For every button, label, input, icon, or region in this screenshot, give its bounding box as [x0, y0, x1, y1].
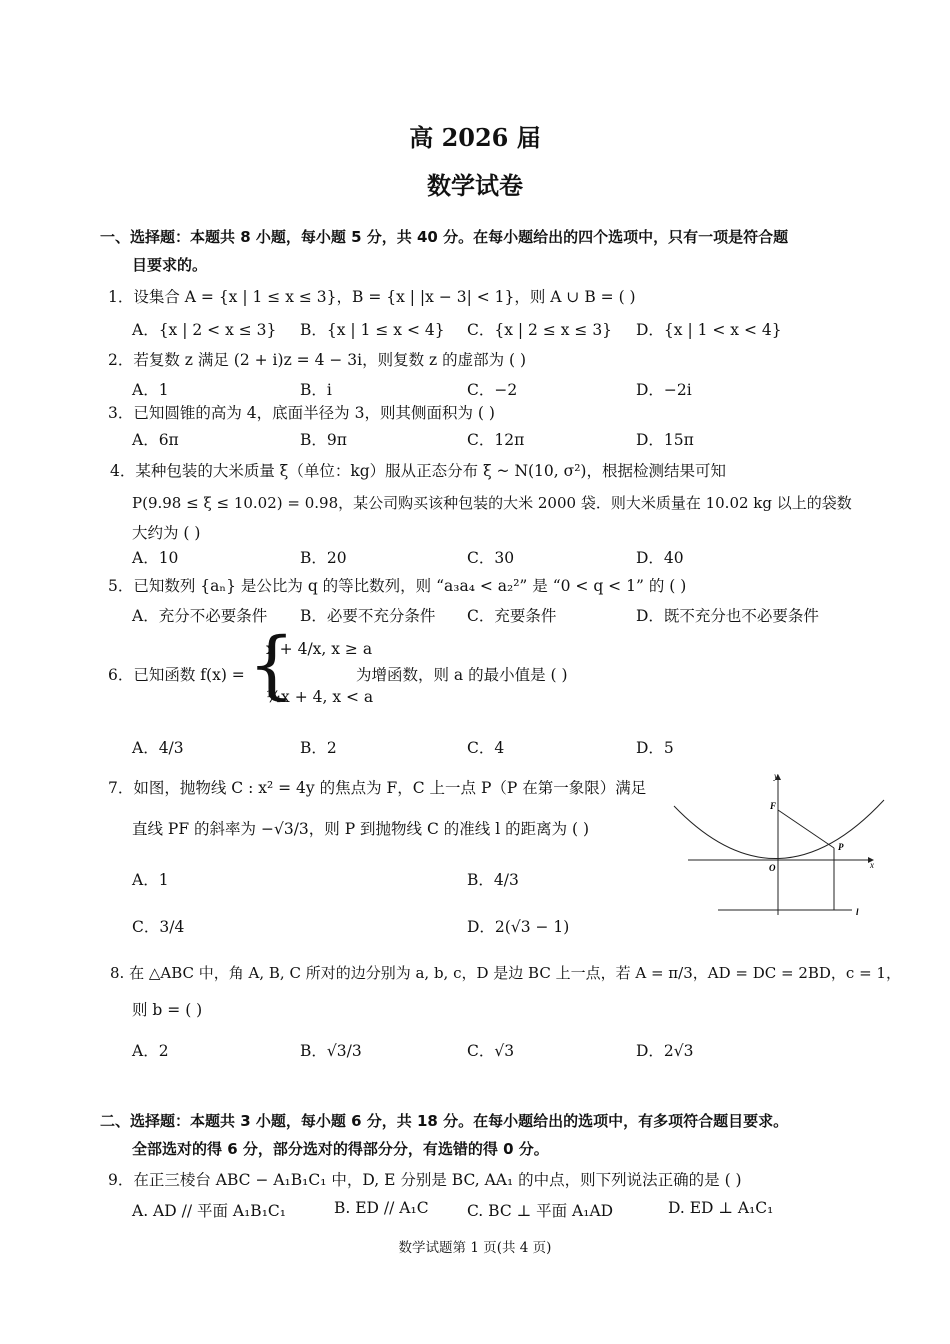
q9-option-c: C. BC ⊥ 平面 A₁AD: [467, 1202, 614, 1220]
q2-option-d: D．−2i: [636, 381, 692, 399]
q1-option-b: B．{x | 1 ≤ x < 4}: [300, 321, 445, 339]
exam-subtitle: 数学试卷: [427, 171, 523, 200]
q8-option-c: C．√3: [467, 1042, 515, 1060]
q7-option-c: C．3/4: [132, 918, 185, 936]
q3-option-a: A．6π: [132, 431, 179, 449]
label-x: x: [870, 860, 874, 870]
q8-line2: 则 b = ( ): [132, 1001, 203, 1019]
q4-option-d: D．40: [636, 549, 684, 567]
q7-line2: 直线 PF 的斜率为 −√3/3，则 P 到抛物线 C 的准线 l 的距离为 ( ): [132, 820, 590, 838]
page-footer: 数学试题第 1 页(共 4 页): [398, 1240, 552, 1256]
q3-option-c: C．12π: [467, 431, 525, 449]
label-y: y: [774, 771, 778, 781]
q6-case1: x + 4/x, x ≥ a: [266, 640, 373, 658]
q6-option-b: B．2: [300, 739, 337, 757]
section2-heading-line1: 二、选择题：本题共 3 小题，每小题 6 分，共 18 分。在每小题给出的选项中，有多项符合题目要求。: [100, 1112, 789, 1130]
q4-line3: 大约为 ( ): [132, 524, 201, 542]
q1-option-c: C．{x | 2 ≤ x ≤ 3}: [467, 321, 613, 339]
q1-option-a: A．{x | 2 < x ≤ 3}: [132, 321, 277, 339]
q1-option-d: D．{x | 1 < x < 4}: [636, 321, 782, 339]
q1-stem: 1．设集合 A = {x | 1 ≤ x ≤ 3}，B = {x | |x − 3| < 1}，则 A ∪ B = ( ): [108, 288, 636, 306]
q2-option-b: B．i: [300, 381, 332, 399]
section2-heading-line2: 全部选对的得 6 分，部分选对的得部分分，有选错的得 0 分。: [132, 1140, 549, 1158]
q6-prefix: 6．已知函数 f(x) =: [108, 666, 245, 684]
q6-option-d: D．5: [636, 739, 674, 757]
q7-option-b: B．4/3: [467, 871, 519, 889]
label-l: l: [856, 907, 859, 917]
q6-brace: {: [248, 622, 296, 708]
q5-option-c: C．充要条件: [467, 607, 557, 625]
q2-option-c: C．−2: [467, 381, 518, 399]
q8-line1: 8. 在 △ABC 中，角 A, B, C 所对的边分别为 a, b, c，D 是边 BC 上一点，若 A = π/3，AD = DC = 2BD，c = 1，: [110, 964, 901, 982]
q9-option-d: D. ED ⊥ A₁C₁: [668, 1199, 774, 1217]
exam-title: 高 2026 届: [409, 123, 541, 152]
q4-option-b: B．20: [300, 549, 347, 567]
q6-option-a: A．4/3: [132, 739, 184, 757]
q4-option-c: C．30: [467, 549, 515, 567]
parabola-curve: [674, 800, 884, 859]
q2-stem: 2．若复数 z 满足 (2 + i)z = 4 − 3i，则复数 z 的虚部为 ( ): [108, 351, 527, 369]
label-p: P: [838, 842, 844, 852]
q9-option-a: A. AD // 平面 A₁B₁C₁: [132, 1202, 286, 1220]
section1-heading-line1: 一、选择题：本题共 8 小题，每小题 5 分，共 40 分。在每小题给出的四个选项中，只有一项是符合题: [100, 228, 789, 246]
q9-option-b: B. ED // A₁C: [334, 1199, 429, 1217]
q3-stem: 3．已知圆锥的高为 4，底面半径为 3，则其侧面积为 ( ): [108, 404, 495, 422]
q4-line1: 4．某种包装的大米质量 ξ（单位：kg）服从正态分布 ξ ~ N(10, σ²)，根据检测结果可知: [110, 462, 726, 480]
q8-option-a: A．2: [132, 1042, 169, 1060]
q6-option-c: C．4: [467, 739, 505, 757]
q5-option-b: B．必要不充分条件: [300, 607, 436, 625]
pf-line: [778, 810, 834, 848]
q8-option-b: B．√3/3: [300, 1042, 362, 1060]
q4-option-a: A．10: [132, 549, 179, 567]
section1-heading-line2: 目要求的。: [132, 256, 208, 274]
q6-suffix: 为增函数，则 a 的最小值是 ( ): [356, 666, 568, 684]
label-o: O: [769, 863, 776, 873]
q7-option-d: D．2(√3 − 1): [467, 918, 570, 936]
q7-option-a: A．1: [132, 871, 169, 889]
q5-option-a: A．充分不必要条件: [132, 607, 268, 625]
q2-option-a: A．1: [132, 381, 169, 399]
q3-option-d: D．15π: [636, 431, 694, 449]
q4-line2: P(9.98 ≤ ξ ≤ 10.02) = 0.98，某公司购买该种包装的大米 2000 袋．则大米质量在 10.02 kg 以上的袋数: [132, 494, 852, 512]
q3-option-b: B．9π: [300, 431, 347, 449]
q7-line1: 7．如图，抛物线 C : x² = 4y 的焦点为 F，C 上一点 P（P 在第一象限）满足: [108, 779, 647, 797]
q5-option-d: D．既不充分也不必要条件: [636, 607, 819, 625]
q6-case2: ¼x + 4, x < a: [266, 688, 374, 706]
q5-stem: 5．已知数列 {aₙ} 是公比为 q 的等比数列，则 “a₃a₄ < a₂²” 是 “0 < q < 1” 的 ( ): [108, 577, 687, 595]
label-f: F: [770, 801, 777, 811]
q8-option-d: D．2√3: [636, 1042, 694, 1060]
q9-stem: 9．在正三棱台 ABC − A₁B₁C₁ 中，D, E 分别是 BC, AA₁ 的中点，则下列说法正确的是 ( ): [108, 1171, 742, 1189]
parabola-figure: [670, 770, 890, 920]
